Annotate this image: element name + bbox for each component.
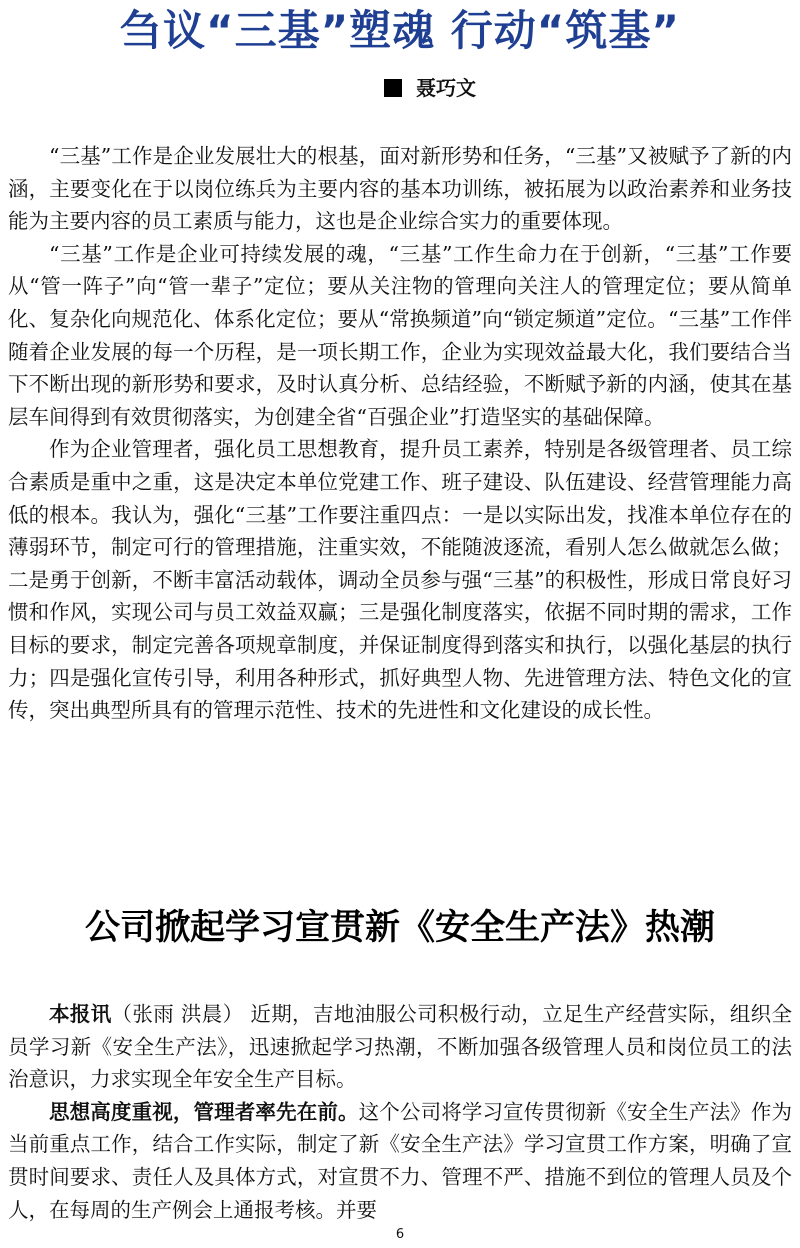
byline [0, 70, 800, 106]
article1-title: 刍议“三基”塑魂 行动“筑基” [119, 6, 681, 55]
dateline-label: 本报讯 [49, 1002, 112, 1026]
section-heading: 思想高度重视，管理者率先在前。 [49, 1099, 359, 1124]
article1-paragraph-1: “三基”工作是企业发展壮大的根基，面对新形势和任务，“三基”又被赋予了新的内涵，主要变化在于以岗位练兵为主要内容的基本功训练，被拓展为以政治素养和业务技能为主要内容的员工素质与能力，这也是企业综合实力的重要体现。 [8, 144, 792, 234]
article2-body [8, 998, 792, 1226]
black-square-icon [384, 79, 402, 97]
article2-lead-text: （张雨 洪晨） 近期，吉地油服公司积极行动，立足生产经营实际，组织全员学习新《安全生产法》，迅速掀起学习热潮，不断加强各级管理人员和岗位员工的法治意识，力求实现全年安全生产目标。 [8, 1002, 793, 1092]
article1-paragraph-3: 作为企业管理者，强化员工思想教育，提升员工素养，特别是各级管理者、员工综合素质是重中之重，这是决定本单位党建工作、班子建设、队伍建设、经营管理能力高低的根本。我认为，强化“三基”工作要注重四点：一是以实际出发，找准本单位存在的薄弱环节，制定可行的管理措施，注重实效，不能随波逐流，看别人怎么做就怎么做；二是勇于创新，不断丰富活动载体，调动全员参与强“三基”的积极性，形成日常良好习惯和作风，实现公司与员工效益双赢；三是强化制度落实，依据不同时期的需求，工作目标的要求，制定完善各项规章制度，并保证制度得到落实和执行，以强化基层的执行力；四是强化宣传引导，利用各种形式，抓好典型人物、先进管理方法、特色文化的宣传，突出典型所具有的管理示范性、技术的先进性和文化建设的成长性。 [8, 437, 792, 723]
article2-title: 公司掀起学习宣贯新《安全生产法》热潮 [84, 908, 715, 948]
author-name: 聂巧文 [416, 76, 476, 100]
article2-lead-paragraph [8, 998, 792, 1096]
article1-paragraph-2: “三基”工作是企业可持续发展的魂，“三基”工作生命力在于创新，“三基”工作要从“管一阵子”向“管一辈子”定位；要从关注物的管理向关注人的管理定位；要从简单化、复杂化向规范化、体系化定位；要从“常换频道”向“锁定频道”定位。“三基”工作伴随着企业发展的每一个历程，是一项长期工作，企业为实现效益最大化，我们要结合当下不断出现的新形势和要求，及时认真分析、总结经验，不断赋予新的内涵，使其在基层车间得到有效贯彻落实，为创建全省“百强企业”打造坚实的基础保障。 [8, 241, 792, 429]
article1-body [8, 140, 792, 727]
article2-section-paragraph [8, 1096, 792, 1226]
article2-section-text: 这个公司将学习宣传贯彻新《安全生产法》作为当前重点工作，结合工作实际，制定了新《安全生产法》学习宣贯工作方案，明确了宣贯时间要求、责任人及具体方式，对宣贯不力、管理不严、措施不到位的管理人员及个人，在每周的生产例会上通报考核。并要 [8, 1099, 793, 1222]
page-number: 6 [395, 1227, 405, 1242]
